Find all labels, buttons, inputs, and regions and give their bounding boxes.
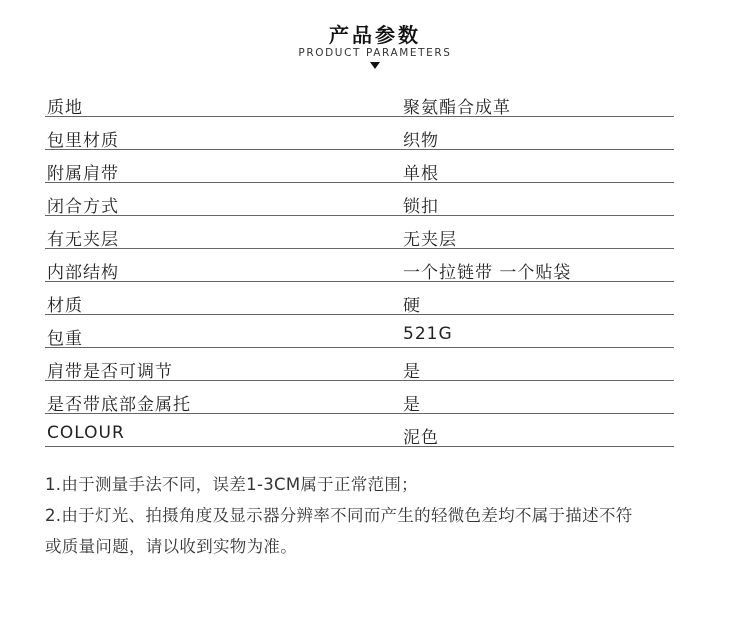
table-row — [45, 183, 674, 216]
note-line: 1.由于测量手法不同，误差1-3CM属于正常范围； — [45, 475, 418, 494]
table-row — [45, 348, 674, 381]
table-row — [45, 315, 674, 348]
table-row — [45, 282, 674, 315]
table-row — [45, 150, 674, 183]
down-triangle-icon — [370, 62, 380, 69]
param-label: 包里材质 — [47, 131, 119, 151]
param-value: 521G — [403, 324, 453, 344]
notes — [45, 469, 705, 562]
table-row — [45, 414, 674, 447]
table-row — [45, 381, 674, 414]
param-label: 附属肩带 — [47, 164, 119, 184]
table-row — [45, 84, 674, 117]
param-value: 是 — [403, 362, 421, 382]
param-value: 泥色 — [403, 428, 439, 448]
param-value: 织物 — [403, 131, 439, 151]
page-title: 产品参数 — [329, 23, 421, 47]
param-value: 硬 — [403, 296, 421, 316]
page-subtitle: PRODUCT PARAMETERS — [298, 47, 452, 59]
param-value: 无夹层 — [403, 230, 457, 250]
param-value: 是 — [403, 395, 421, 415]
param-label: 包重 — [47, 329, 83, 349]
table-row — [45, 249, 674, 282]
param-label: 质地 — [47, 98, 83, 118]
param-label: 有无夹层 — [47, 230, 119, 250]
param-label: 闭合方式 — [47, 197, 119, 217]
table-row — [45, 117, 674, 150]
note-line: 2.由于灯光、拍摄角度及显示器分辨率不同而产生的轻微色差均不属于描述不符 — [45, 506, 633, 525]
param-value: 单根 — [403, 164, 439, 184]
param-label: 材质 — [47, 296, 83, 316]
param-value: 锁扣 — [403, 197, 439, 217]
param-value: 聚氨酯合成革 — [403, 98, 511, 118]
param-value: 一个拉链带 一个贴袋 — [403, 263, 572, 283]
table-row — [45, 216, 674, 249]
param-label: 内部结构 — [47, 263, 119, 283]
param-label: 是否带底部金属托 — [47, 395, 191, 415]
note-line: 或质量问题，请以收到实物为准。 — [45, 537, 297, 556]
params-table — [45, 84, 674, 447]
param-label: 肩带是否可调节 — [47, 362, 173, 382]
param-label: COLOUR — [47, 423, 125, 443]
